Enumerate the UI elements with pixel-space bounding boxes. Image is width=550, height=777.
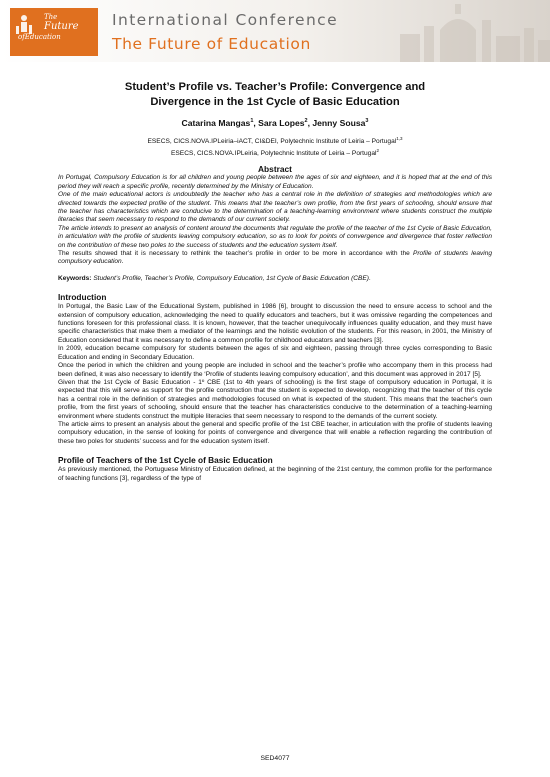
logo-line-1: The bbox=[44, 13, 58, 21]
abstract-p4-italic: Profile of students leaving compulsory education bbox=[58, 250, 492, 266]
affiliation-2 bbox=[58, 146, 492, 158]
affiliation-1-text: ESECS, CICS.NOVA.IPLeiria–iACT, CI&DEI, Polytechnic Institute of Leiria – Portugal bbox=[147, 138, 397, 146]
author-sup: 1 bbox=[250, 118, 254, 125]
body-paragraph: In Portugal, the Basic Law of the Educational System, published in 1986 [6], brought to discussion the need to ensure access to school and the extension of compulsory education, acknowledging the need to qualify educators and teachers, but it was omissive regarding the competences and functions foreseen for this professional class. It is known, however, that the teacher unequivocally influences quality education, and they must have specific characteristics that make them a mediator of the learnings and the holistic evolution of the students. For this reason, in 2001, the Ministry of Education considered that it was necessary to define a common profile for childhood educators and teachers [3]. bbox=[58, 303, 492, 344]
keywords-label: Keywords: bbox=[58, 274, 92, 282]
author-name: Catarina Mangas bbox=[181, 118, 251, 128]
abstract-paragraph bbox=[58, 250, 492, 267]
abstract bbox=[58, 174, 492, 266]
abstract-heading: Abstract bbox=[258, 164, 292, 175]
paper-title bbox=[58, 80, 492, 110]
author-sup: 2 bbox=[304, 118, 308, 125]
introduction-heading: Introduction bbox=[58, 292, 107, 303]
abstract-paragraph: The article intends to present an analysis of content around the documents that regulate the profile of the teacher of the 1st Cycle of Basic Education, in articulation with the profile of students leaving compulsory education, so as to look for points of convergence and divergence that foster reflection on the contribution of these two poles to the success of students and the education system itself. bbox=[58, 224, 492, 249]
title-line-1: Student’s Profile vs. Teacher’s Profile: Convergence and bbox=[124, 81, 426, 93]
abstract-p4-end: . bbox=[121, 258, 124, 266]
author-name: Jenny Sousa bbox=[312, 118, 366, 128]
conference-subtitle: The Future of Education bbox=[112, 35, 311, 53]
affiliation-2-sup: 2 bbox=[376, 148, 379, 154]
body-paragraph: Given that the 1st Cycle of Basic Education - 1º CBE (1st to 4th years of schooling) is the first stage of compulsory education in Portugal, it is expected that this will serve as support for the profile construction that the student is expected to develop, recognizing that the teacher of this cycle has a central role in the definition of strategies and methodologies focused on what is expected of the student. This means that the teacher's own profile, from the first years of schooling, should ensure that the teacher has characteristics conducive to the determination of a teaching-learning environment where students construct the multiple literacies that seem necessary to respond to the demands of the current society. bbox=[58, 378, 492, 420]
logo-line-2: Future bbox=[44, 21, 79, 32]
abstract-paragraph: One of the main educational actors is undoubtedly the teacher who has a central role in the definition of strategies and methodologies which are directed towards the expected profile of the student. This means that the teacher’s own profile, from the first years of schooling, should ensure that the teacher has characteristics which are conducive to the determination of a teaching-learning environment where students construct the multiple literacies that seem necessary to respond to the demands of our current society. bbox=[58, 191, 492, 224]
keywords-text: Student’s Profile, Teacher’s Profile, Compulsory Education, 1st Cycle of Basic Education (CBE) bbox=[93, 274, 369, 282]
affiliation-2-text: ESECS, CICS.NOVA.IPLeiria, Polytechnic Institute of Leiria – Portugal bbox=[171, 150, 377, 158]
section-body bbox=[58, 466, 492, 483]
introduction-body bbox=[58, 303, 492, 446]
author-sup: 3 bbox=[365, 118, 369, 125]
author-list: Catarina Mangas$^1$, Sara Lopes$^2$, Jenny Sousa$^3$ bbox=[181, 118, 369, 128]
abstract-paragraph: In Portugal, Compulsory Education is for all children and young people between the ages of six and eighteen, and it is hoped that at the end of this period they will reach a specific profile, recently determined by the Ministry of Education. bbox=[58, 174, 492, 190]
affiliation-1-sup: 1,3 bbox=[396, 136, 403, 141]
section-heading: Profile of Teachers of the 1st Cycle of Basic Education bbox=[58, 455, 273, 466]
affiliations bbox=[58, 134, 492, 158]
keywords-end: . bbox=[368, 274, 371, 282]
body-paragraph: Once the period in which the children and young people are included in school and the teacher’s profile who accompany them in this process had been defined, it was also necessary to identify the ‘Profile of students leaving compulsory education’, and this document was approved in 2017 [5]. bbox=[58, 362, 492, 378]
logo-text bbox=[18, 12, 79, 42]
keywords bbox=[58, 275, 492, 283]
body-paragraph: The article aims to present an analysis about the general and specific profile of the 1st CBE teacher, in articulation with the profile of students leaving compulsory education, in the sense of looking for points of convergence and divergence that will enable a reflection regarding the contribution of these two poles for students’ success and for the education system itself. bbox=[58, 420, 492, 445]
body-paragraph: As previously mentioned, the Portuguese Ministry of Education defined, at the beginning of the 21st century, the common profile for the performance of teaching functions [3], regardless of the type of bbox=[58, 466, 492, 482]
paper-content bbox=[58, 74, 492, 483]
body-paragraph: In 2009, education became compulsory for students between the ages of six and eighteen, passing through three cycles corresponding to Basic Education and ending in Secondary Education. bbox=[58, 345, 492, 361]
conference-name: International Conference bbox=[112, 11, 339, 29]
conference-banner bbox=[0, 0, 550, 62]
author-name: Sara Lopes bbox=[258, 118, 305, 128]
title-line-2: Divergence in the 1st Cycle of Basic Education bbox=[150, 96, 400, 108]
footer-code: SED4077 bbox=[260, 755, 290, 762]
affiliation-1 bbox=[58, 134, 492, 146]
logo-line-3: ofEducation bbox=[18, 33, 61, 41]
abstract-p4-start: The results showed that it is necessary to rethink the teacher’s profile in order to be more in accordance with the bbox=[58, 250, 413, 258]
